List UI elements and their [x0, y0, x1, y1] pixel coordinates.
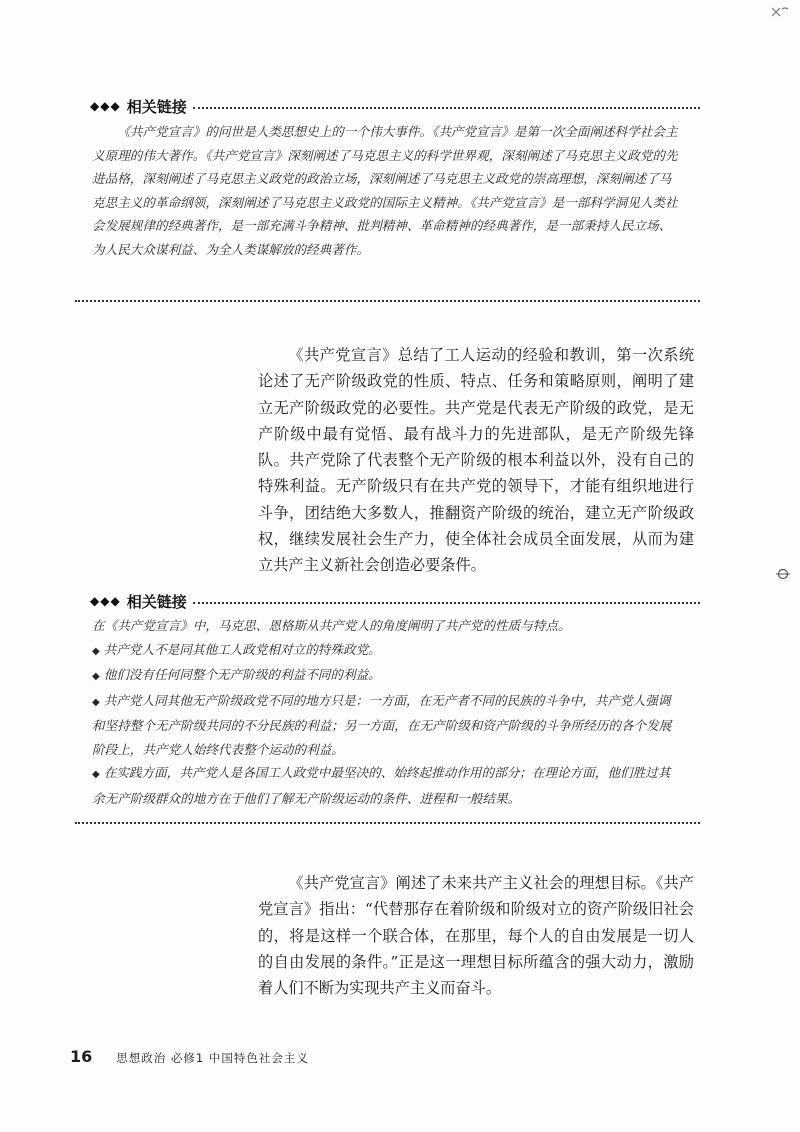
dotted-rule [193, 602, 700, 604]
related-links-header-1 [90, 95, 700, 117]
related-links-body-2 [92, 614, 682, 810]
page-footer [70, 1047, 309, 1066]
dotted-rule [193, 107, 700, 109]
related-links-intro: 在《共产党宣言》中，马克思、恩格斯从共产党人的角度阐明了共产党的性质与特点。 [92, 618, 571, 633]
dotted-rule-bottom-1 [75, 300, 700, 302]
bullet-item [92, 689, 682, 762]
paragraph-text: 《共产党宣言》阐述了未来共产主义社会的理想目标。《共产党宣言》指出：“代替那存在着阶级和阶级对立的资产阶级旧社会的，将是这样一个联合体，在那里，每个人的自由发展是一切人的自由发展的条件。”正是这一理想目标所蕴含的强大动力，激励着人们不断为实现共产主义而奋斗。 [258, 874, 694, 998]
bullet-text: 他们没有任何同整个无产阶级的利益不同的利益。 [103, 667, 381, 682]
diamond-bullet-icon: ◆ [92, 645, 100, 657]
book-title: 思想政治 必修1 中国特色社会主义 [116, 1051, 309, 1065]
diamond-bullet-icon: ◆ [92, 671, 100, 682]
main-paragraph-1 [258, 342, 694, 579]
bullet-text: 共产党人不是同其他工人政党相对立的特殊政党。 [103, 641, 381, 657]
dotted-rule-bottom-2 [75, 822, 700, 824]
bullet-text: 共产党人同其他无产阶级政党不同的地方只是：一方面，在无产者不同的民族的斗争中，共产党人强调和坚持整个无产阶级共同的不分民族的利益；另一方面，在无产阶级和资产阶级的斗争所经历的各个发展阶段上，共产党人始终代表整个运动的利益。 [92, 692, 672, 757]
related-links-title: 相关链接 [126, 97, 187, 116]
related-links-header-2 [90, 590, 700, 612]
main-paragraph-2 [258, 870, 694, 1001]
paragraph-text: 《共产党宣言》总结了工人运动的经验和教训，第一次系统论述了无产阶级政党的性质、特点、任务和策略原则，阐明了建立无产阶级政党的必要性。共产党是代表无产阶级的政党，是无产阶级中最有觉悟、最有战斗力的先进部队，是无产阶级先锋队。共产党除了代表整个无产阶级的根本利益以外，没有自己的特殊利益。无产阶级只有在共产党的领导下，才能有组织地进行斗争，团结绝大多数人，推翻资产阶级的统治，建立无产阶级政权，继续发展社会生产力，使全体社会成员全面发展，从而为建立共产主义新社会创造必要条件。 [258, 346, 694, 575]
related-links-text: 《共产党宣言》的问世是人类思想史上的一个伟大事件。《共产党宣言》是第一次全面阐述科学社会主义原理的伟大著作。《共产党宣言》深刻阐述了马克思主义的科学世界观，深刻阐述了马克思主义政党的先进品格，深刻阐述了马克思主义政党的政治立场，深刻阐述了马克思主义政党的崇高理想，深刻阐述了马克思主义的革命纲领，深刻阐述了马克思主义政党的国际主义精神。《共产党宣言》是一部科学洞见人类社会发展规律的经典著作，是一部充满斗争精神、批判精神、革命精神的经典著作，是一部秉持人民立场、为人民大众谋利益、为全人类谋解放的经典著作。 [92, 124, 678, 257]
diamond-icons: ◆◆◆ [90, 99, 121, 113]
bullet-item [92, 663, 682, 689]
diamond-bullet-icon: ◆ [92, 769, 100, 780]
diamond-bullet-icon: ◆ [92, 696, 100, 708]
related-links-body-1 [92, 120, 682, 261]
bullet-text: 在实践方面，共产党人是各国工人政党中最坚决的、始终起推动作用的部分；在理论方面，他们胜过其余无产阶级群众的地方在于他们了解无产阶级运动的条件、进程和一般结果。 [92, 765, 671, 806]
bullet-item [92, 761, 682, 810]
related-links-title: 相关链接 [126, 592, 187, 611]
bullet-item [92, 638, 682, 664]
corner-tick-mark [771, 7, 789, 17]
margin-registration-icon [776, 567, 790, 581]
page-number: 16 [70, 1047, 93, 1066]
diamond-icons: ◆◆◆ [90, 594, 121, 608]
